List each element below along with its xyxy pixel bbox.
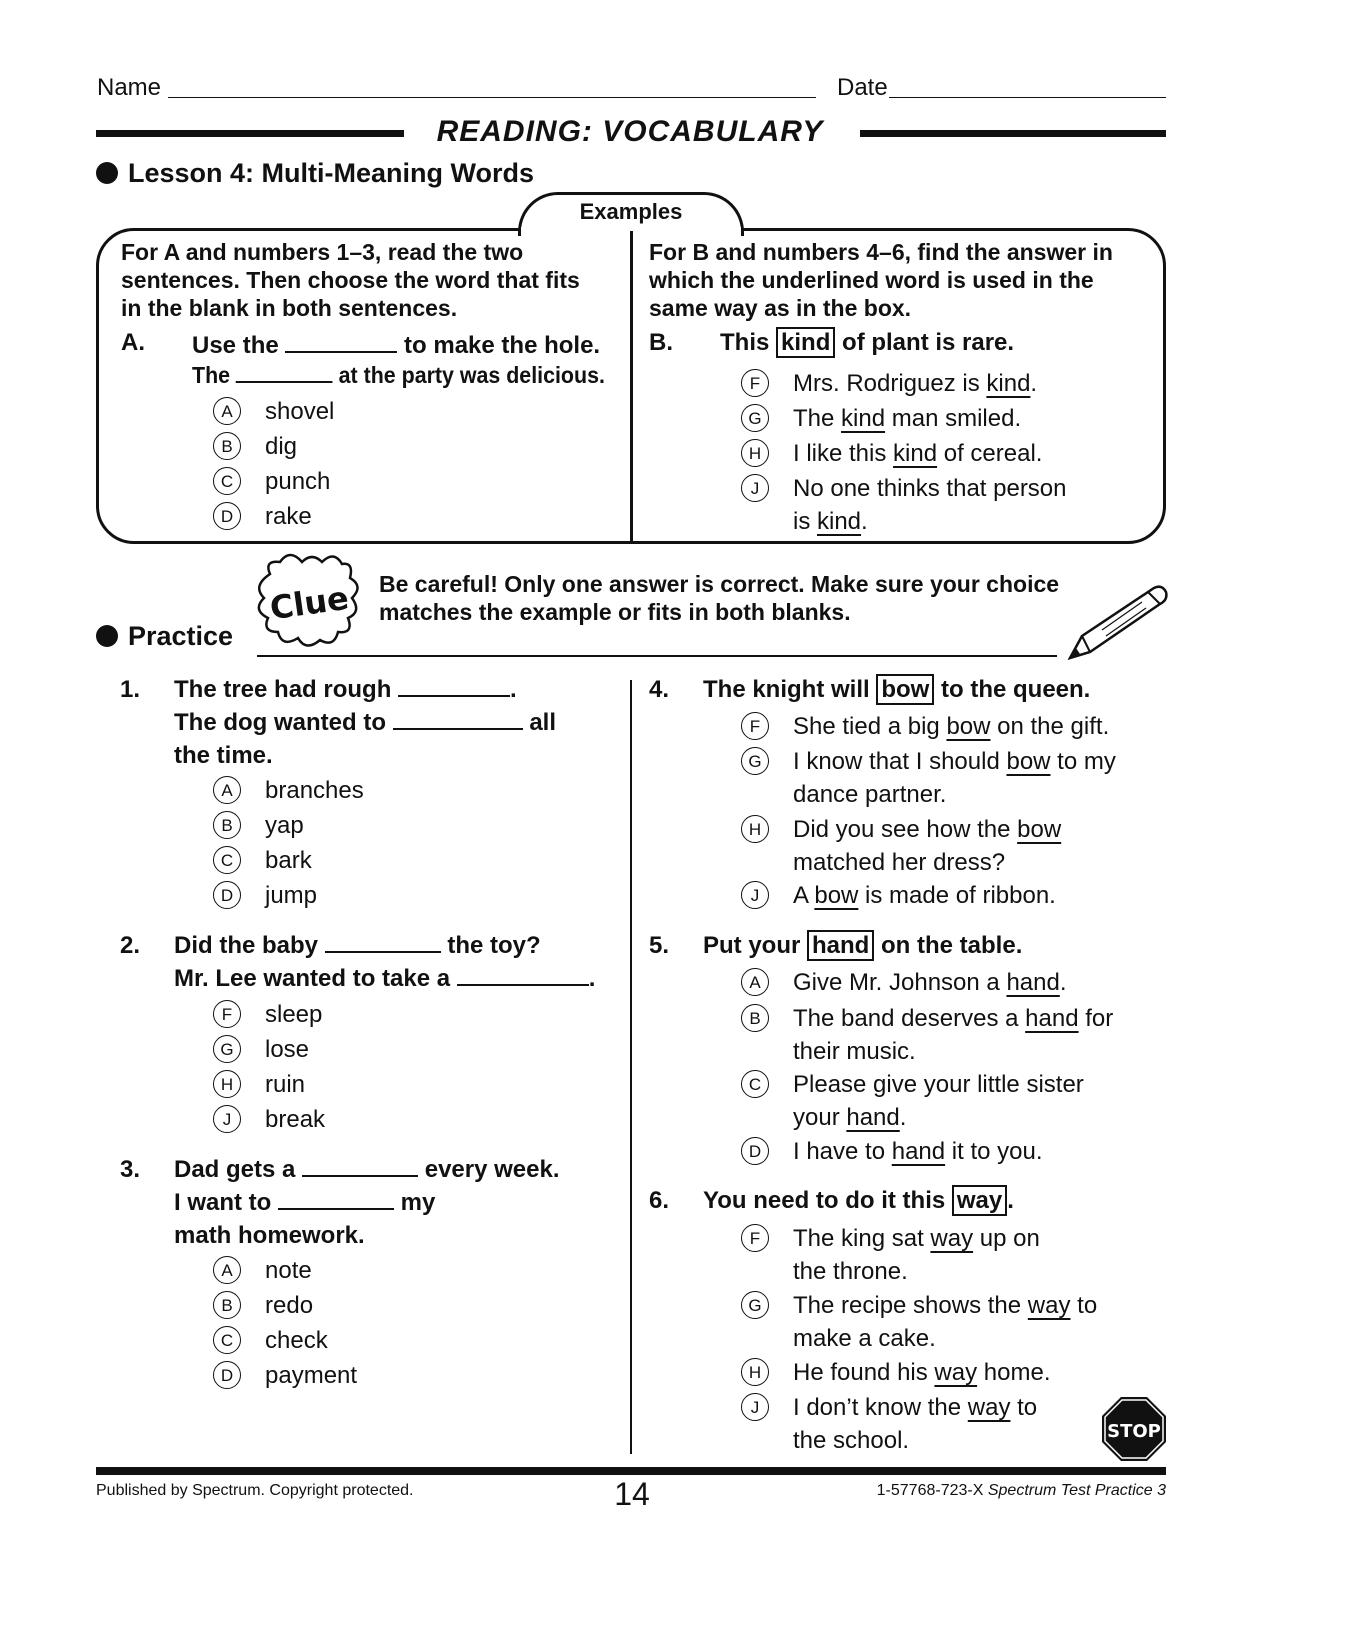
- answer-bubble[interactable]: G: [741, 1291, 769, 1319]
- answer-bubble[interactable]: H: [741, 815, 769, 843]
- answer-bubble[interactable]: F: [213, 1000, 241, 1028]
- answer-bubble[interactable]: F: [741, 369, 769, 397]
- answer-bubble[interactable]: D: [213, 1361, 241, 1389]
- answer-bubble[interactable]: C: [741, 1070, 769, 1098]
- example-a-letter: A.: [121, 329, 145, 356]
- option-text: redo: [265, 1292, 314, 1319]
- clue-text: Be careful! Only one answer is correct. Make sure your choice matches the example or fits in both blanks.: [379, 571, 1060, 625]
- answer-bubble[interactable]: H: [741, 1358, 769, 1386]
- examples-tab-cover: [521, 227, 741, 231]
- option-text: lose: [265, 1036, 310, 1063]
- option-text: branches: [265, 777, 364, 804]
- option-text: I don’t know the way to the school.: [793, 1394, 1038, 1454]
- option-text: yap: [265, 812, 304, 839]
- answer-bubble[interactable]: C: [213, 846, 241, 874]
- answer-bubble[interactable]: F: [741, 712, 769, 740]
- date-label: Date: [837, 74, 888, 101]
- option-text: dig: [265, 433, 298, 460]
- option-text: He found his way home.: [793, 1359, 1051, 1386]
- option-text: A bow is made of ribbon.: [793, 882, 1056, 909]
- option-text: The king sat way up on the throne.: [793, 1225, 1040, 1285]
- answer-bubble[interactable]: B: [213, 432, 241, 460]
- answer-bubble[interactable]: B: [213, 811, 241, 839]
- title-rule-left: [96, 130, 404, 137]
- title-rule-right: [860, 130, 1166, 137]
- answer-bubble[interactable]: J: [741, 881, 769, 909]
- answer-bubble[interactable]: G: [213, 1035, 241, 1063]
- option-text: check: [265, 1327, 328, 1354]
- example-a-sentence-2: The at the party was delicious.: [192, 359, 605, 389]
- answer-bubble[interactable]: F: [741, 1224, 769, 1252]
- option-text: jump: [265, 882, 318, 909]
- examples-tab: Examples: [518, 192, 744, 236]
- answer-bubble[interactable]: A: [741, 968, 769, 996]
- name-label: Name: [97, 74, 162, 101]
- answer-bubble[interactable]: B: [213, 1291, 241, 1319]
- answer-bubble[interactable]: H: [741, 439, 769, 467]
- boxed-word: hand: [807, 930, 874, 961]
- clue-puzzle-icon: [250, 548, 370, 654]
- option-text: The band deserves a hand for their music.: [793, 1005, 1114, 1065]
- option-text: The recipe shows the way to make a cake.: [793, 1292, 1098, 1352]
- example-a-sentence-1: Use the to make the hole.: [192, 329, 600, 360]
- option-text: punch: [265, 468, 331, 495]
- option-text: ruin: [265, 1071, 306, 1098]
- footer-book-info: 1-57768-723-X Spectrum Test Practice 3: [876, 1482, 1166, 1499]
- answer-bubble[interactable]: H: [213, 1070, 241, 1098]
- answer-bubble[interactable]: G: [741, 747, 769, 775]
- page-number: 14: [614, 1476, 650, 1512]
- footer-copyright: Published by Spectrum. Copyright protected.: [96, 1482, 414, 1499]
- answer-bubble[interactable]: C: [213, 1326, 241, 1354]
- answer-bubble[interactable]: G: [741, 404, 769, 432]
- answer-bubble[interactable]: J: [741, 1393, 769, 1421]
- boxed-word: way: [952, 1185, 1007, 1216]
- option-text: I know that I should bow to my dance partner.: [793, 748, 1116, 808]
- bullet-icon: [96, 162, 118, 184]
- option-text: shovel: [265, 398, 335, 425]
- stop-sign-text: STOP: [1107, 1421, 1161, 1442]
- option-text: Give Mr. Johnson a hand.: [793, 969, 1067, 996]
- practice-rule: [257, 655, 1057, 657]
- example-b-letter: B.: [649, 329, 673, 356]
- option-text: The kind man smiled.: [793, 405, 1022, 432]
- option-text: I have to hand it to you.: [793, 1138, 1043, 1165]
- example-b-stem: This kind of plant is rare.: [720, 329, 1015, 356]
- pencil-icon: [1062, 582, 1170, 664]
- answer-bubble[interactable]: J: [213, 1105, 241, 1133]
- examples-divider: [630, 230, 633, 542]
- section-title: READING: VOCABULARY: [436, 115, 824, 148]
- boxed-word: kind: [776, 327, 835, 358]
- answer-bubble[interactable]: D: [213, 881, 241, 909]
- option-text: break: [265, 1106, 326, 1133]
- option-text: She tied a big bow on the gift.: [793, 713, 1110, 740]
- answer-bubble[interactable]: A: [213, 1256, 241, 1284]
- lesson-title: Lesson 4: Multi-Meaning Words: [96, 158, 534, 189]
- answer-bubble[interactable]: A: [213, 776, 241, 804]
- practice-title: Practice: [96, 621, 233, 652]
- option-text: I like this kind of cereal.: [793, 440, 1043, 467]
- option-text: bark: [265, 847, 312, 874]
- answer-bubble[interactable]: C: [213, 467, 241, 495]
- option-text: note: [265, 1257, 312, 1284]
- option-text: payment: [265, 1362, 358, 1389]
- answer-bubble[interactable]: B: [741, 1004, 769, 1032]
- answer-bubble[interactable]: D: [741, 1137, 769, 1165]
- date-line[interactable]: [889, 97, 1166, 98]
- option-text: No one thinks that person is kind.: [793, 475, 1067, 535]
- stop-sign-icon: [1101, 1396, 1167, 1462]
- clue-logo-text: Clue: [267, 578, 352, 628]
- option-text: Please give your little sister your hand.: [793, 1071, 1084, 1131]
- option-text: Did you see how the bow matched her dress?: [793, 816, 1062, 876]
- example-a-instructions: For A and numbers 1–3, read the two sentences. Then choose the word that fits in the blank in both sentences.: [121, 239, 580, 321]
- boxed-word: bow: [876, 674, 934, 705]
- bullet-icon: [96, 625, 118, 647]
- answer-bubble[interactable]: D: [213, 502, 241, 530]
- example-b-instructions: For B and numbers 4–6, find the answer in which the underlined word is used in the same way as in the box.: [649, 239, 1113, 321]
- option-text: rake: [265, 503, 312, 530]
- footer-rule: [96, 1467, 1166, 1475]
- name-line[interactable]: [168, 97, 816, 98]
- option-text: Mrs. Rodriguez is kind.: [793, 370, 1038, 397]
- answer-bubble[interactable]: J: [741, 474, 769, 502]
- answer-bubble[interactable]: A: [213, 397, 241, 425]
- practice-divider: [630, 680, 632, 1454]
- option-text: sleep: [265, 1001, 323, 1028]
